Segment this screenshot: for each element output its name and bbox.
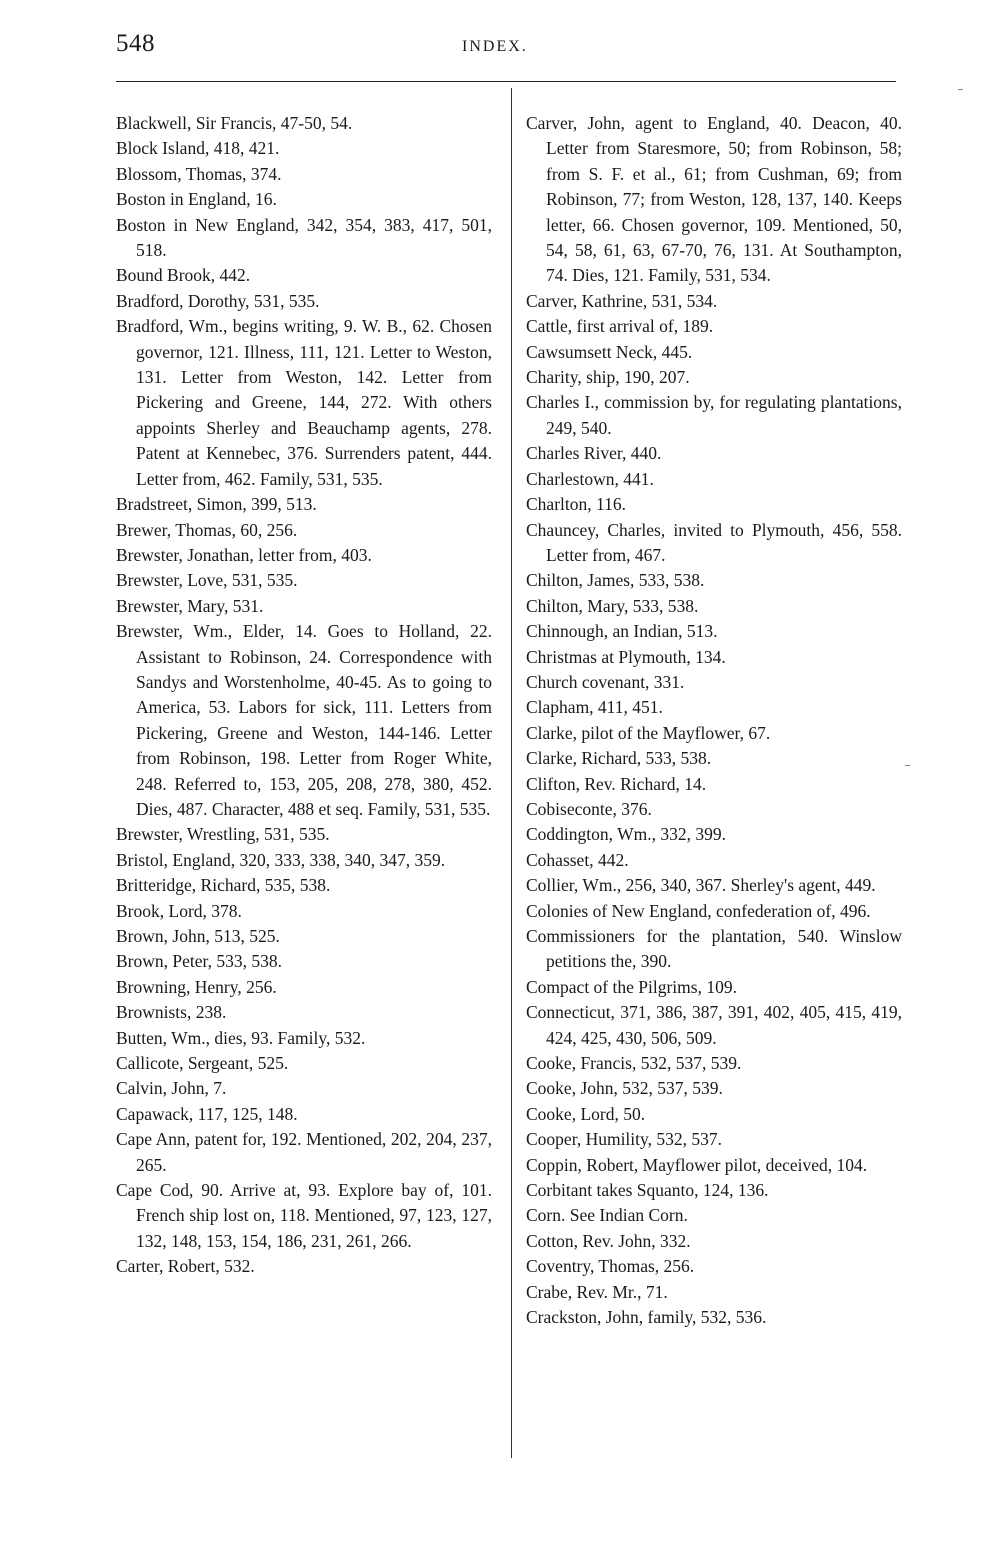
index-entry: Cape Cod, 90. Arrive at, 93. Explore bay of, 101. French ship lost on, 118. Mentioned, 97, 123, 127, 132, 148, 153, 154, 186, 231, 261, 266. (116, 1180, 492, 1251)
index-entry: Cooke, John, 532, 537, 539. (526, 1078, 723, 1099)
index-entry: Colonies of New England, confederation of, 496. (526, 900, 871, 921)
index-entry: Charlton, 116. (526, 494, 626, 515)
scan-speck (958, 89, 963, 90)
running-head: INDEX. (462, 38, 528, 55)
index-entry: Compact of the Pilgrims, 109. (526, 976, 737, 997)
index-entry: Carter, Robert, 532. (116, 1256, 255, 1277)
index-entry: Chilton, James, 533, 538. (526, 570, 705, 591)
index-entry: Brook, Lord, 378. (116, 900, 242, 921)
index-entry: Callicote, Sergeant, 525. (116, 1053, 289, 1074)
index-entry: Brownists, 238. (116, 1002, 227, 1023)
index-entry: Chilton, Mary, 533, 538. (526, 595, 699, 616)
index-column-right (526, 111, 902, 1331)
index-entry: Clarke, Richard, 533, 538. (526, 748, 712, 769)
index-entry: Brewster, Wrestling, 531, 535. (116, 824, 330, 845)
column-divider (511, 88, 512, 1458)
index-entry: Charles I., commission by, for regulating plantations, 249, 540. (526, 392, 902, 438)
index-entry: Cooke, Lord, 50. (526, 1103, 646, 1124)
index-entry: Christmas at Plymouth, 134. (526, 646, 726, 667)
index-entry: Charles River, 440. (526, 443, 662, 464)
index-entry: Butten, Wm., dies, 93. Family, 532. (116, 1027, 366, 1048)
index-entry: Connecticut, 371, 386, 387, 391, 402, 405, 415, 419, 424, 425, 430, 506, 509. (526, 1002, 902, 1048)
index-entry: Cooper, Humility, 532, 537. (526, 1129, 723, 1150)
index-entry: Cape Ann, patent for, 192. Mentioned, 202, 204, 237, 265. (116, 1129, 492, 1175)
index-entry: Brown, John, 513, 525. (116, 926, 280, 946)
index-entry: Carver, Kathrine, 531, 534. (526, 290, 718, 311)
index-entry: Collier, Wm., 256, 340, 367. Sherley's agent, 449. (526, 875, 876, 896)
index-entry: Brewster, Jonathan, letter from, 403. (116, 544, 372, 565)
page-number: 548 (116, 30, 155, 57)
index-entry: Coppin, Robert, Mayflower pilot, deceived, 104. (526, 1154, 868, 1175)
index-entry: Carver, John, agent to England, 40. Deacon, 40. Letter from Staresmore, 50; from Robinson, 58; from S. F. et al., 61; from Cushman, 69; from Robinson, 77; from Weston, 128, 137, 140. Keeps letter, 66. Chosen governor, 109. Mentioned, 50, 54, 58, 61, 63, 67-70, 76, 131. At Southampton, 74. Dies, 121. Family, 531, 534. (526, 113, 902, 286)
index-entry: Blackwell, Sir Francis, 47-50, 54. (116, 113, 353, 133)
index-entry: Bradstreet, Simon, 399, 513. (116, 494, 317, 515)
index-entry: Calvin, John, 7. (116, 1078, 227, 1099)
index-entry: Brewster, Wm., Elder, 14. Goes to Holland, 22. Assistant to Robinson, 24. Correspondence with Sandys and Worstenholme, 40-45. As to going to America, 53. Labors for sick, 111. Letters from Pickering, Greene and Weston, 144-146. Letter from Robinson, 198. Letter from Roger White, 248. Referred to, 153, 205, 208, 278, 380, 452. Dies, 487. Character, 488 et seq. Family, 531, 535. (116, 621, 492, 819)
index-entry: Corn. See Indian Corn. (526, 1205, 688, 1226)
index-entry: Charlestown, 441. (526, 468, 654, 489)
index-entry: Chauncey, Charles, invited to Plymouth, 456, 558. Letter from, 467. (526, 519, 902, 565)
index-entry: Bristol, England, 320, 333, 338, 340, 347, 359. (116, 849, 446, 870)
index-entry: Brewer, Thomas, 60, 256. (116, 519, 298, 540)
index-entry: Bradford, Wm., begins writing, 9. W. B., 62. Chosen governor, 121. Illness, 111, 121. Letter to Weston, 131. Letter from Weston, 142. Letter from Pickering and Greene, 144, 272. With others appoints Sherley and Beauchamp agents, 278. Patent at Kennebec, 376. Surrenders patent, 444. Letter from, 462. Family, 531, 535. (116, 316, 492, 489)
index-column-left (116, 111, 492, 1280)
index-entry: Clapham, 411, 451. (526, 697, 663, 718)
index-entry: Brown, Peter, 533, 538. (116, 951, 283, 972)
index-entry: Cohasset, 442. (526, 849, 629, 870)
index-entry: Cooke, Francis, 532, 537, 539. (526, 1053, 742, 1074)
index-entry: Charity, ship, 190, 207. (526, 367, 690, 388)
index-entry: Church covenant, 331. (526, 671, 685, 692)
index-entry: Cotton, Rev. John, 332. (526, 1230, 691, 1251)
index-entry: Brewster, Love, 531, 535. (116, 570, 298, 591)
index-entry: Blossom, Thomas, 374. (116, 163, 282, 184)
index-entry: Cawsumsett Neck, 445. (526, 341, 693, 362)
index-entry: Boston in New England, 342, 354, 383, 417, 501, 518. (116, 214, 492, 261)
index-entry: Boston in England, 16. (116, 189, 277, 210)
index-entry: Crackston, John, family, 532, 536. (526, 1307, 767, 1328)
index-entry: Clarke, pilot of the Mayflower, 67. (526, 722, 771, 743)
index-entry: Bound Brook, 442. (116, 265, 251, 286)
index-entry: Britteridge, Richard, 535, 538. (116, 875, 331, 896)
index-entry: Crabe, Rev. Mr., 71. (526, 1281, 668, 1302)
index-entry: Coddington, Wm., 332, 399. (526, 824, 726, 845)
header-rule (116, 81, 896, 82)
scan-speck (905, 765, 910, 766)
index-entry: Coventry, Thomas, 256. (526, 1256, 695, 1277)
index-entry: Cattle, first arrival of, 189. (526, 316, 714, 337)
index-entry: Browning, Henry, 256. (116, 976, 277, 997)
index-entry: Bradford, Dorothy, 531, 535. (116, 290, 320, 311)
index-entry: Brewster, Mary, 531. (116, 595, 264, 616)
index-entry: Chinnough, an Indian, 513. (526, 621, 718, 642)
index-entry: Corbitant takes Squanto, 124, 136. (526, 1180, 769, 1201)
index-entry: Block Island, 418, 421. (116, 138, 280, 159)
index-entry: Clifton, Rev. Richard, 14. (526, 773, 707, 794)
index-entry: Commissioners for the plantation, 540. Winslow petitions the, 390. (526, 926, 902, 972)
page-header (116, 30, 896, 66)
index-entry: Cobiseconte, 376. (526, 798, 652, 819)
index-entry: Capawack, 117, 125, 148. (116, 1103, 298, 1124)
